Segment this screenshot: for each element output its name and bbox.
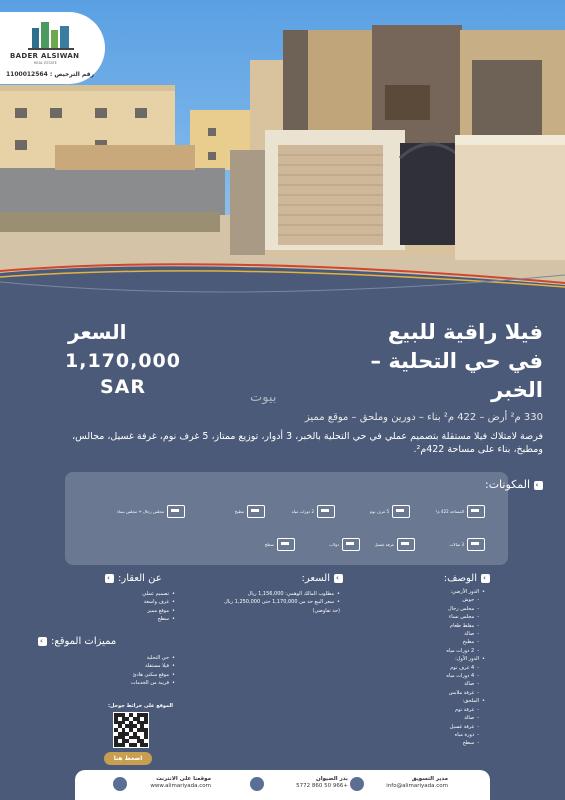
list-item: • الدور الأرضي: xyxy=(446,588,485,596)
chevron-icon: › xyxy=(334,574,343,583)
map-label: الموقع على خرائط جوجل: xyxy=(108,703,173,709)
list-item: • سعر البيع حد من 1,170,000 حتى 1,250,000 ريال (حد تفاوضي) xyxy=(220,598,340,615)
list-item: - 2 دورات مياه xyxy=(446,647,485,655)
buildings-logo-icon xyxy=(28,18,78,50)
kitchen-icon xyxy=(247,505,265,518)
description-section-title: ›الوصف: xyxy=(444,573,490,584)
contact-footer xyxy=(75,770,490,800)
website-contact[interactable]: موقعنا على الانترنت www.alimariyada.com xyxy=(150,776,211,789)
list-item: • موقع مميز xyxy=(125,607,175,615)
area-icon xyxy=(467,505,485,518)
component-item: مطبخ xyxy=(235,505,265,518)
list-item: - غرفة ملابس xyxy=(446,689,485,697)
list-item: - مطبخ xyxy=(446,638,485,646)
phone-contact[interactable]: بدر الصيوان +966 50 860 5772 xyxy=(296,776,348,789)
list-item: - غرفة غسيل xyxy=(446,723,485,731)
washer-icon xyxy=(397,538,415,551)
list-item: • غرف واسعة xyxy=(125,598,175,606)
component-item: 3 صالات xyxy=(450,538,485,551)
watermark: بيوت xyxy=(250,390,277,405)
brand-name: BADER ALSIWAN xyxy=(10,52,80,60)
list-item: • مطلوب المالك الوهمي: 1,156,000 ريال xyxy=(220,590,340,598)
living-icon xyxy=(467,538,485,551)
components-title: ›المكونات: xyxy=(485,478,542,491)
email-icon xyxy=(350,777,364,791)
chevron-icon: › xyxy=(105,574,114,583)
price-list xyxy=(220,590,340,615)
chevron-icon: › xyxy=(481,574,490,583)
list-item: - صالة xyxy=(446,630,485,638)
list-item: • فيلا مستقلة xyxy=(100,662,175,670)
bed-icon xyxy=(392,505,410,518)
list-item: - صالة xyxy=(446,714,485,722)
list-item: • قريبة من الخدمات xyxy=(100,679,175,687)
list-item: - غرفة نوم xyxy=(446,706,485,714)
chevron-icon: › xyxy=(535,480,542,489)
title-line: الخبر xyxy=(491,378,543,402)
list-item: - مجلس نساء xyxy=(446,613,485,621)
map-link-button[interactable]: اضغط هنا xyxy=(104,752,152,765)
property-section-title: عن العقار:› xyxy=(105,573,162,584)
list-item: - مجلس رجال xyxy=(446,605,485,613)
list-item: - صالة xyxy=(446,680,485,688)
list-item: • موقع سكني هادئ xyxy=(100,671,175,679)
phone-icon xyxy=(250,777,264,791)
price-label: السعر xyxy=(68,320,127,344)
list-item: • الملحق: xyxy=(446,697,485,705)
component-item: 5 غرف نوم xyxy=(370,505,410,518)
component-item: مجلس رجال + مجلس نساء xyxy=(117,505,185,518)
listing-description: فرصة لامتلاك فيلا مستقلة بتصميم عملي في حي التحلية بالخبر، 3 أدوار، توزيع ممتاز، 5 غرف نوم، غرفة غسيل، مجالس، ومطبخ، بناء على مساحة 422م². xyxy=(72,431,543,455)
decorative-wave xyxy=(0,255,565,315)
globe-icon xyxy=(113,777,127,791)
component-item: غرفة غسيل xyxy=(374,538,415,551)
brand-tagline: REAL ESTATE xyxy=(34,61,57,65)
brand-logo-card xyxy=(0,12,105,84)
price-section-title: ›السعر: xyxy=(302,573,343,584)
location-list xyxy=(100,654,175,688)
list-item: - مقلط طعام xyxy=(446,622,485,630)
list-item: • سطح xyxy=(125,615,175,623)
title-line: في حي التحلية – xyxy=(370,349,543,373)
description-list xyxy=(446,588,485,748)
list-item: • حي التحلية xyxy=(100,654,175,662)
list-item: - دورة مياه xyxy=(446,731,485,739)
property-list xyxy=(125,590,175,624)
listing-subtitle: 330 م² أرض – 422 م² بناء – دورين وملحق – موقع مميز xyxy=(304,412,543,423)
list-item: • تصميم عملي xyxy=(125,590,175,598)
location-section-title: مميزات الموقع:› xyxy=(38,636,116,647)
wardrobe-icon xyxy=(342,538,360,551)
price-value: 1,170,000 xyxy=(65,350,181,372)
list-item: - 4 دورات مياه xyxy=(446,672,485,680)
price-currency: SAR xyxy=(100,376,147,398)
license-number: رقم الترخيص : 1100012564 xyxy=(6,71,94,78)
sofa-icon xyxy=(167,505,185,518)
roof-icon xyxy=(277,538,295,551)
list-item: - حوش xyxy=(446,596,485,604)
title-line: فيلا راقية للبيع xyxy=(387,320,543,344)
component-item: دولاب xyxy=(329,538,360,551)
listing-title xyxy=(283,318,543,405)
bath-icon xyxy=(317,505,335,518)
component-item: سطح xyxy=(265,538,295,551)
list-item: - 4 غرف نوم xyxy=(446,664,485,672)
list-item: • الدور الأول: xyxy=(446,655,485,663)
chevron-icon: › xyxy=(38,637,47,646)
email-contact[interactable]: مدير التسويق info@alimariyada.com xyxy=(386,776,448,789)
component-item: المساحة 422 م² xyxy=(436,505,485,518)
component-item: 2 دورات مياه xyxy=(292,505,335,518)
list-item: - سطح xyxy=(446,739,485,747)
qr-code-icon[interactable] xyxy=(113,712,149,748)
